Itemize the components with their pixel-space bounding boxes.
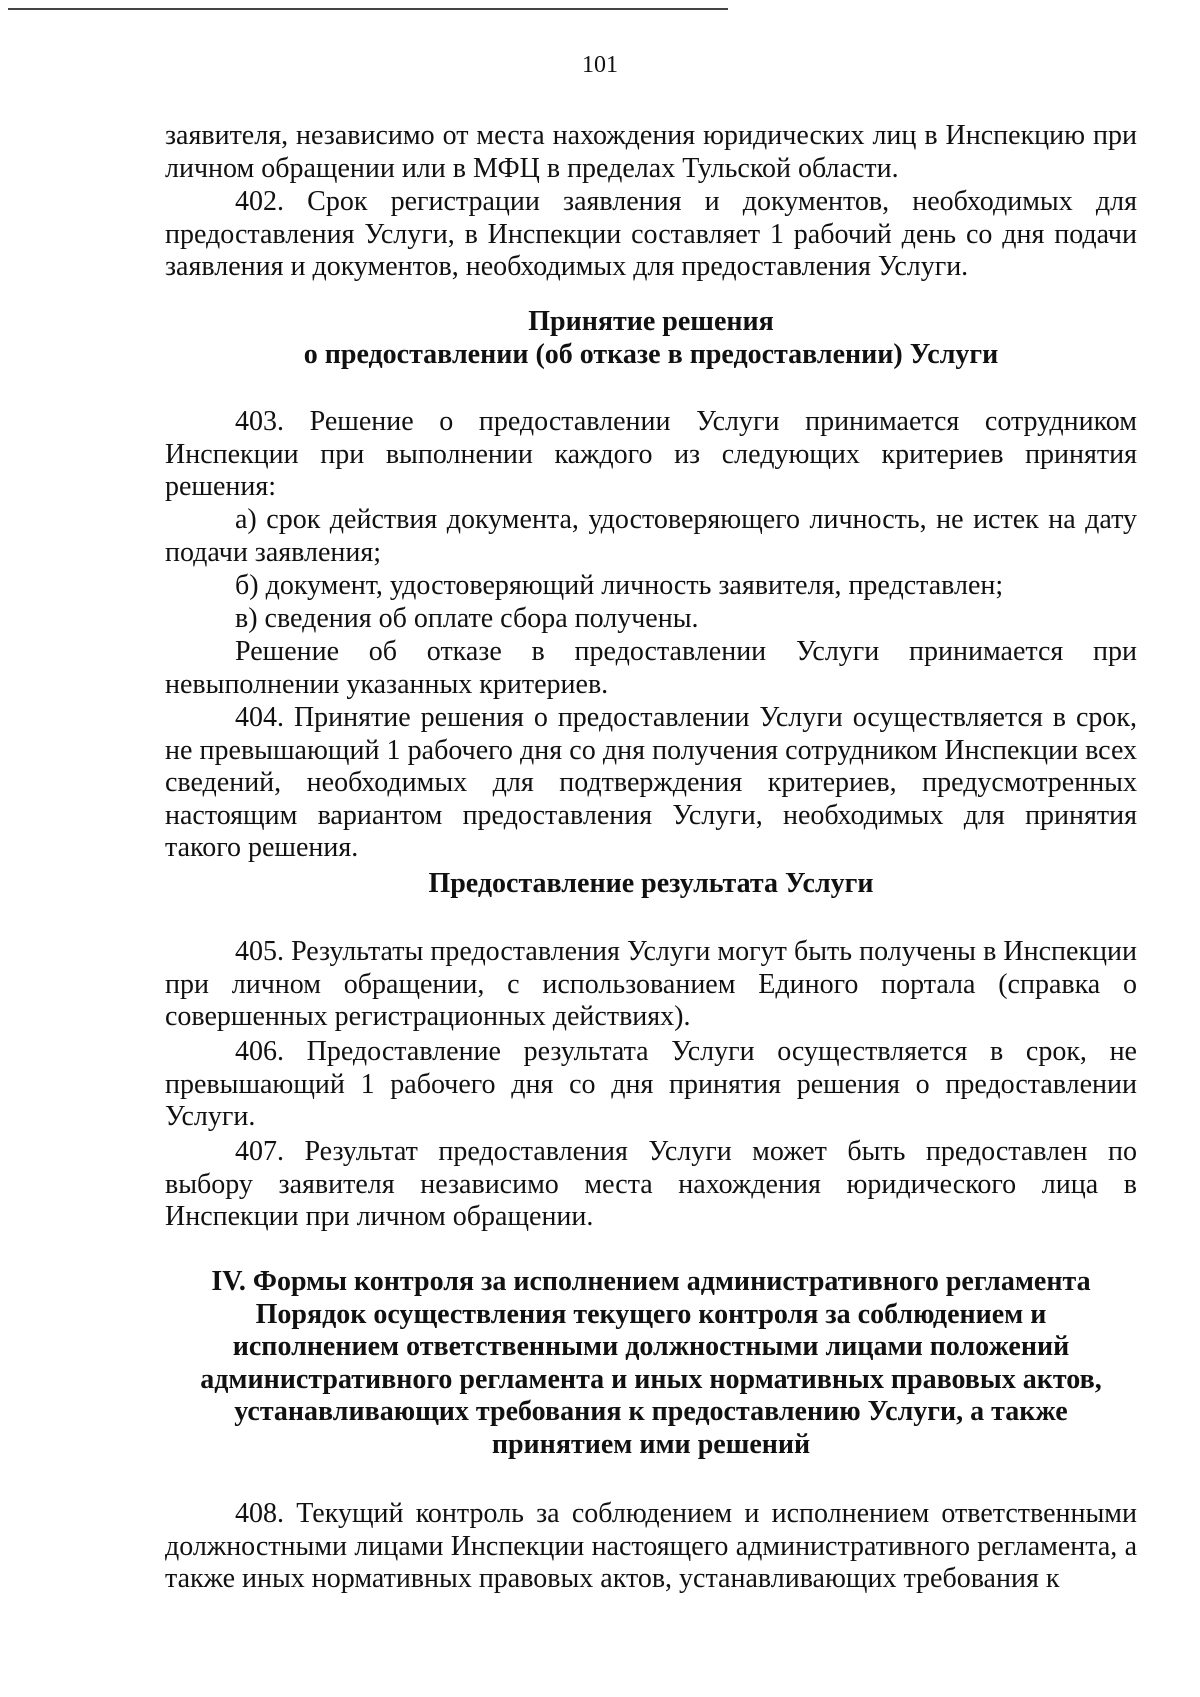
paragraph: Решение об отказе в предоставлении Услуги принимается при невыполнении указанных критериев. xyxy=(165,636,1137,700)
paragraph: 405. Результаты предоставления Услуги могут быть получены в Инспекции при личном обращении, с использованием Единого портала (справка о совершенных регистрационных действиях). xyxy=(165,936,1137,1033)
heading-line: о предоставлении (об отказе в предоставлении) Услуги xyxy=(303,338,999,370)
section-heading xyxy=(165,306,1137,371)
heading-line: устанавливающих требования к предоставлению Услуги, а также xyxy=(234,1396,1068,1428)
paragraph-block xyxy=(165,636,1137,701)
heading-line: IV. Формы контроля за исполнением административного регламента xyxy=(211,1266,1091,1297)
section-heading xyxy=(165,868,1137,901)
paragraph: 402. Срок регистрации заявления и документов, необходимых для предоставления Услуги, в Инспекции составляет 1 рабочий день со дня подачи заявления и документов, необходимых для предоставления Услуги. xyxy=(165,186,1137,283)
paragraph: а) срок действия документа, удостоверяющего личность, не истек на дату подачи заявления; xyxy=(165,504,1137,568)
paragraph-block xyxy=(165,1036,1137,1134)
paragraph: заявителя, независимо от места нахождения юридических лиц в Инспекцию при личном обращении или в МФЦ в пределах Тульской области. xyxy=(165,120,1137,184)
paragraph-block xyxy=(165,702,1137,865)
paragraph: 404. Принятие решения о предоставлении Услуги осуществляется в срок, не превышающий 1 рабочего дня со дня получения сотрудником Инспекции всех сведений, необходимых для подтверждения критериев, предусмотренных настоящим вариантом предоставления Услуги, необходимых для принятия такого решения. xyxy=(165,702,1137,864)
section-heading xyxy=(165,1266,1137,1462)
heading-line: Принятие решения xyxy=(528,306,774,337)
heading-line: Предоставление результата Услуги xyxy=(428,868,874,899)
top-rule xyxy=(8,8,728,10)
paragraph-block xyxy=(165,1136,1137,1234)
paragraph-block xyxy=(165,1498,1137,1596)
paragraph-block xyxy=(165,406,1137,504)
page-number: 101 xyxy=(582,52,618,78)
paragraph: 407. Результат предоставления Услуги может быть предоставлен по выбору заявителя независимо места нахождения юридического лица в Инспекции при личном обращении. xyxy=(165,1136,1137,1233)
paragraph: 403. Решение о предоставлении Услуги принимается сотрудником Инспекции при выполнении каждого из следующих критериев принятия решения: xyxy=(165,406,1137,503)
paragraph: в) сведения об оплате сбора получены. xyxy=(235,603,699,634)
paragraph-block xyxy=(165,570,1137,603)
paragraph-block xyxy=(165,504,1137,569)
paragraph-block xyxy=(165,603,1137,636)
paragraph: 406. Предоставление результата Услуги осуществляется в срок, не превышающий 1 рабочего дня со дня принятия решения о предоставлении Услуги. xyxy=(165,1036,1137,1133)
heading-line: исполнением ответственными должностными лицами положений xyxy=(232,1331,1070,1363)
paragraph-block xyxy=(165,120,1137,185)
paragraph: 408. Текущий контроль за соблюдением и исполнением ответственными должностными лицами Инспекции настоящего административного регламента, а также иных нормативных правовых актов, устанавливающих требования к xyxy=(165,1498,1137,1595)
paragraph-block xyxy=(165,936,1137,1034)
paragraph: б) документ, удостоверяющий личность заявителя, представлен; xyxy=(235,570,1004,601)
heading-line: Порядок осуществления текущего контроля за соблюдением и xyxy=(255,1298,1047,1330)
heading-line: принятием ими решений xyxy=(491,1428,811,1460)
heading-line: административного регламента и иных нормативных правовых актов, xyxy=(200,1363,1102,1395)
paragraph-block xyxy=(165,186,1137,284)
